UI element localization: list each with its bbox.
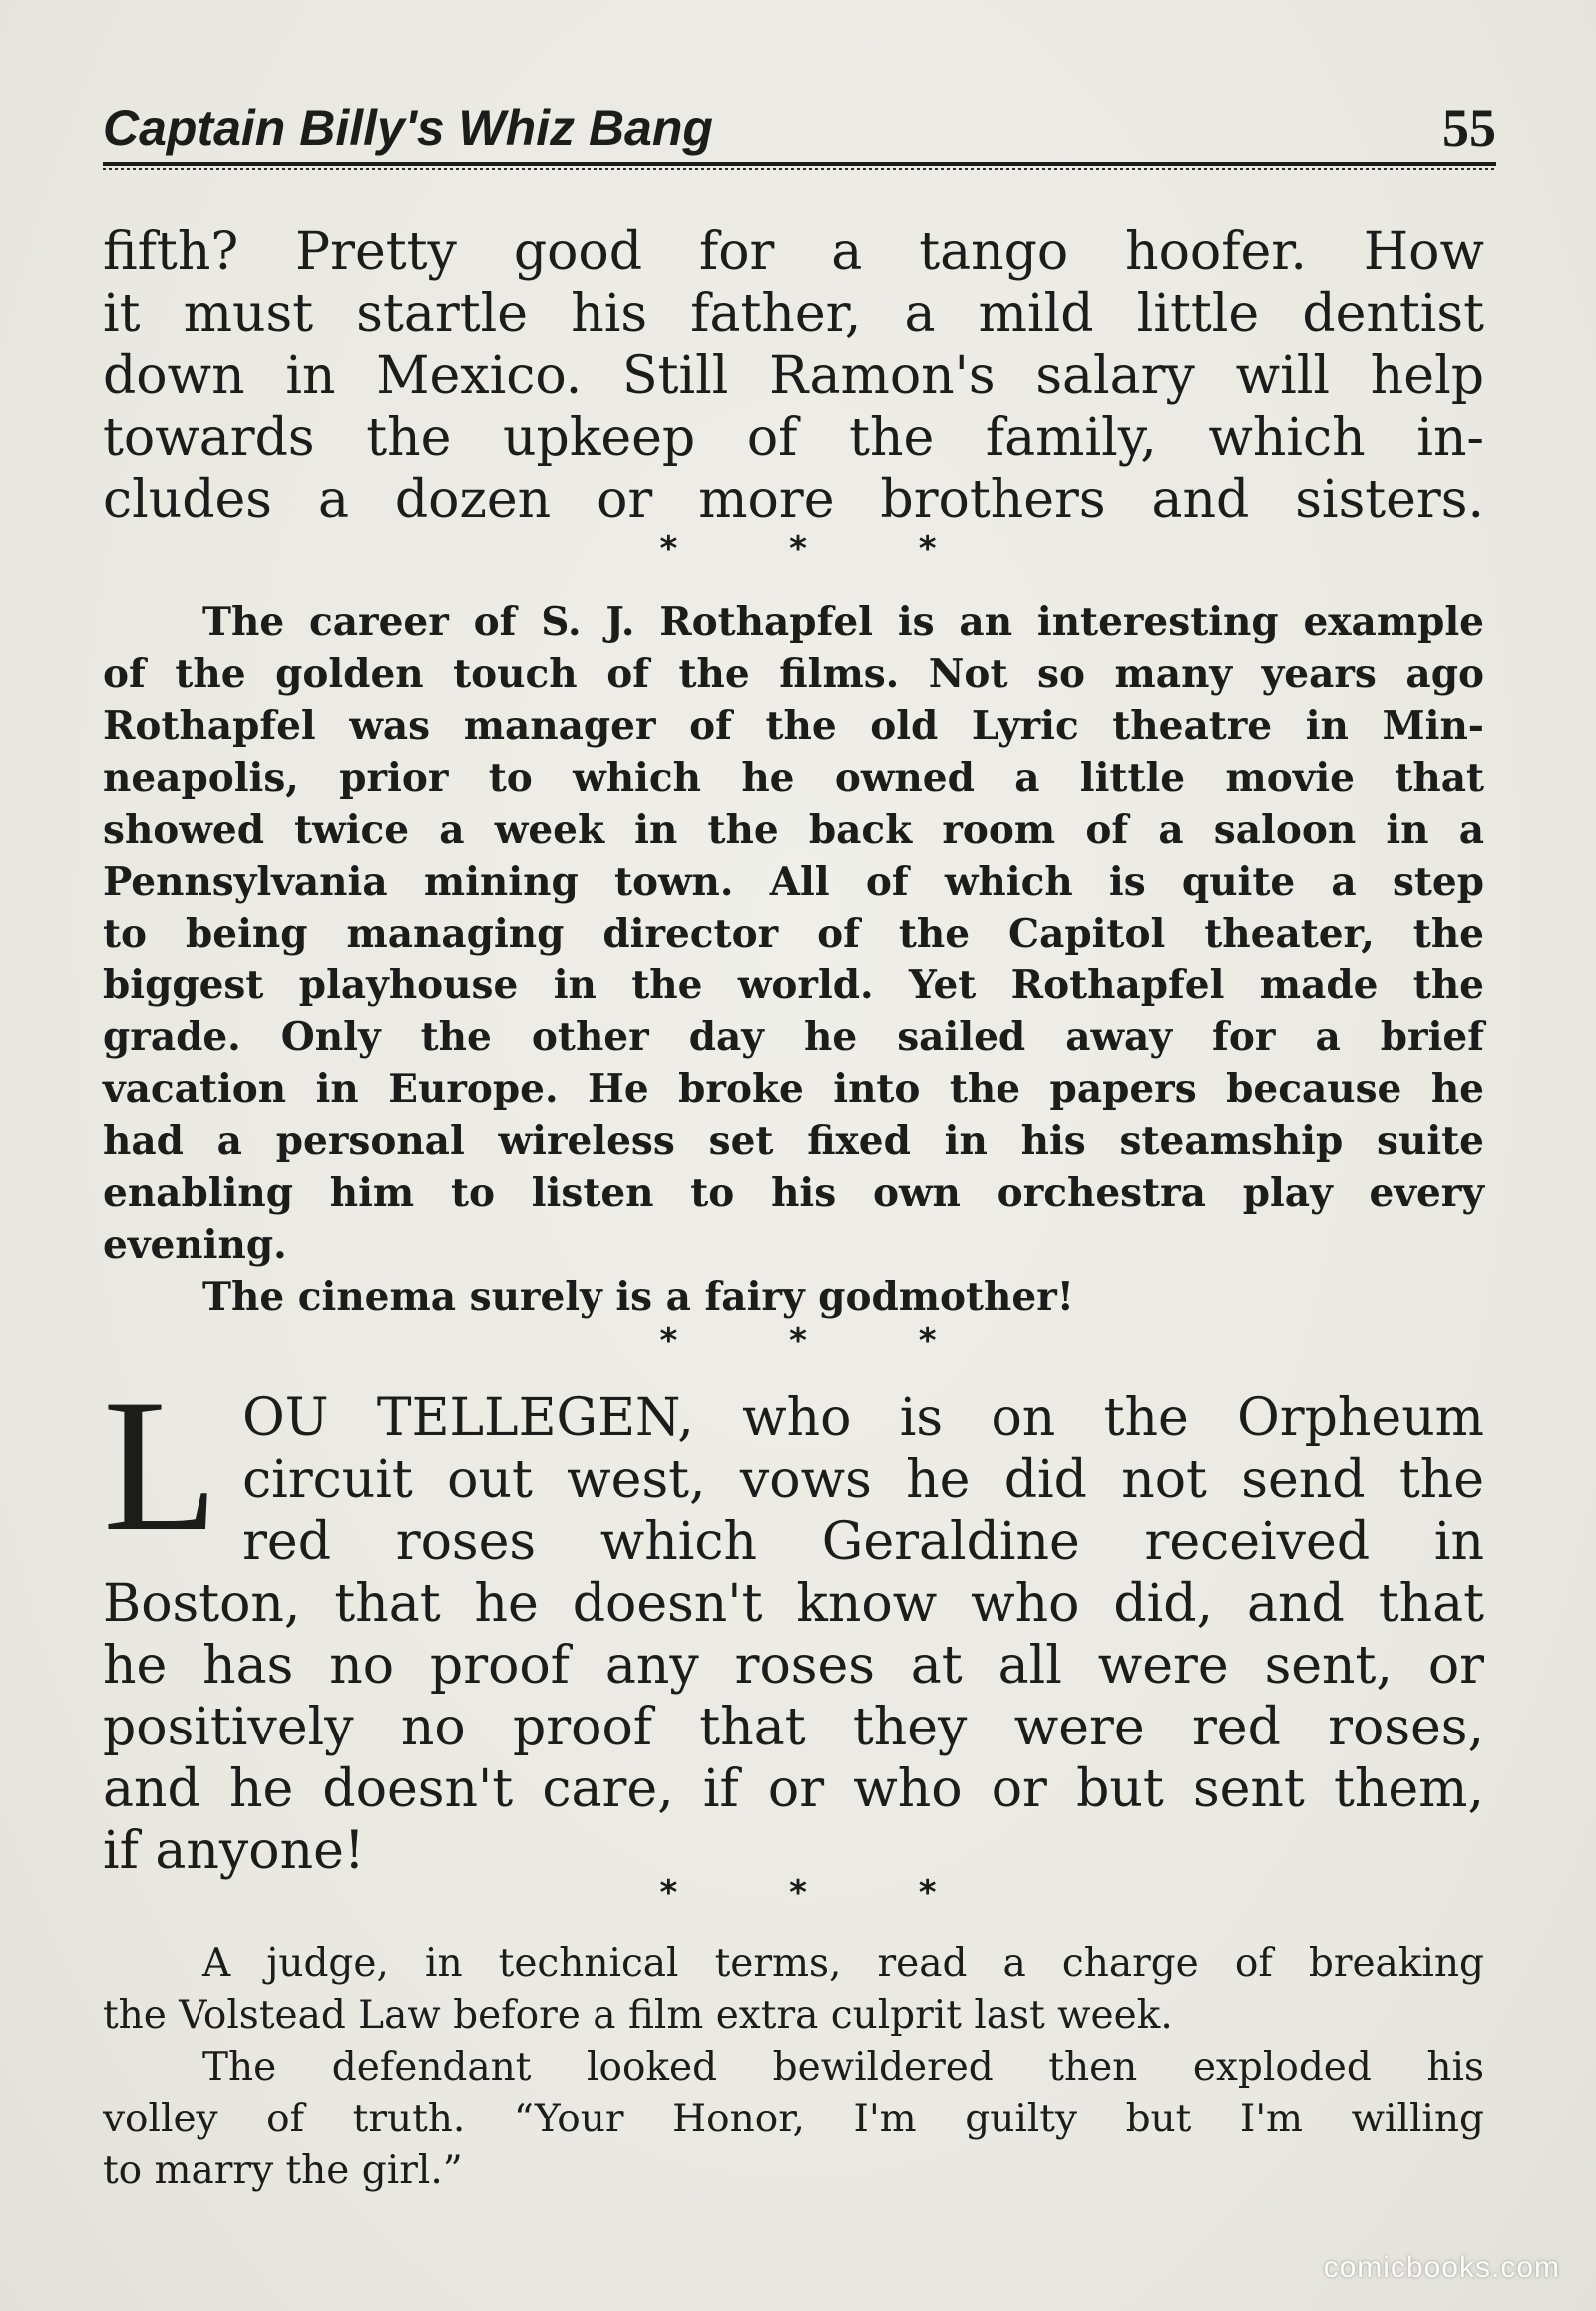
paragraph-ramon: [103, 221, 1484, 531]
drop-cap: L: [103, 1361, 219, 1571]
section-separator: * * *: [659, 529, 987, 569]
text-line: OU TELLEGEN, who is on the Orpheum: [242, 1388, 1484, 1448]
paragraph-tellegen: [103, 1361, 1484, 1882]
text-line: fifth? Pretty good for a tango hoofer. How: [103, 222, 1484, 282]
section-separator: * * *: [659, 1321, 987, 1360]
text-line: A judge, in technical terms, read a charge of breaking: [202, 1941, 1484, 1986]
text-line: towards the upkeep of the family, which in-: [103, 408, 1484, 468]
text-line: cludes a dozen or more brothers and sisters.: [103, 470, 1484, 530]
text-line: biggest playhouse in the world. Yet Rothapfel made the: [103, 963, 1484, 1008]
text-line: The career of S. J. Rothapfel is an interesting example: [202, 599, 1484, 645]
text-line: The cinema surely is a fairy godmother!: [202, 1274, 1074, 1320]
text-line: of the golden touch of the films. Not so many years ago: [103, 651, 1484, 697]
text-line: volley of truth. “Your Honor, I'm guilty but I'm willing: [103, 2097, 1484, 2141]
page-number: 55: [1442, 98, 1496, 158]
text-line: and he doesn't care, if or who or but sent them,: [103, 1759, 1484, 1819]
text-line: enabling him to listen to his own orchestra play every: [103, 1170, 1484, 1216]
text-line: showed twice a week in the back room of a saloon in a: [103, 807, 1484, 853]
magazine-title: Captain Billy's Whiz Bang: [103, 100, 713, 156]
text-line: to being managing director of the Capitol theater, the: [103, 911, 1484, 957]
text-line: to marry the girl.”: [103, 2148, 463, 2193]
page-header: [103, 98, 1496, 170]
text-line: he has no proof any roses at all were sent, or: [103, 1636, 1484, 1696]
text-line: the Volstead Law before a film extra culprit last week.: [103, 1993, 1173, 2038]
text-line: down in Mexico. Still Ramon's salary will help: [103, 346, 1484, 406]
text-line: positively no proof that they were red roses,: [103, 1698, 1484, 1757]
watermark: comicbooks.com: [1323, 2251, 1560, 2284]
text-line: circuit out west, vows he did not send the: [242, 1450, 1484, 1510]
text-line: evening.: [103, 1222, 287, 1268]
text-line: vacation in Europe. He broke into the papers because he: [103, 1066, 1484, 1112]
text-line: grade. Only the other day he sailed away for a brief: [103, 1014, 1484, 1060]
header-rule-dotted: [103, 168, 1496, 170]
text-line: Pennsylvania mining town. All of which is quite a step: [103, 859, 1484, 905]
paragraph-judge: [103, 1938, 1484, 2197]
paragraph-rothapfel: [103, 596, 1484, 1323]
text-line: had a personal wireless set fixed in his steamship suite: [103, 1118, 1484, 1164]
text-line: Boston, that he doesn't know who did, and that: [103, 1574, 1484, 1634]
text-line: neapolis, prior to which he owned a little movie that: [103, 755, 1484, 801]
text-line: red roses which Geraldine received in: [242, 1512, 1484, 1572]
text-line: if anyone!: [103, 1821, 365, 1881]
text-line: it must startle his father, a mild little dentist: [103, 284, 1484, 344]
text-line: The defendant looked bewildered then exploded his: [202, 2045, 1484, 2090]
text-line: Rothapfel was manager of the old Lyric theatre in Min-: [103, 703, 1484, 749]
header-rule: [103, 162, 1496, 166]
section-separator: * * *: [659, 1873, 987, 1913]
